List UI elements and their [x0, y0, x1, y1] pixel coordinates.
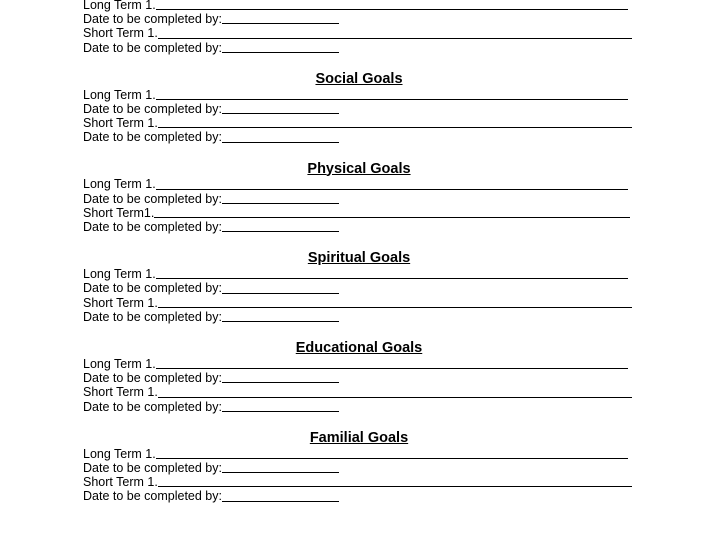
section-heading: Spiritual Goals — [307, 250, 411, 267]
date-label: Date to be completed by: — [83, 489, 222, 504]
short-term-blank[interactable] — [158, 116, 632, 128]
short-term-blank[interactable] — [158, 475, 632, 487]
long-term-row — [83, 88, 643, 102]
section-heading: Educational Goals — [295, 340, 423, 356]
date-row — [83, 41, 643, 55]
goal-section-physical — [83, 160, 643, 235]
date-row — [83, 192, 643, 206]
date-blank[interactable] — [222, 282, 339, 294]
long-term-row — [83, 447, 643, 461]
date-row — [83, 220, 643, 234]
date-row — [83, 461, 643, 475]
date-blank[interactable] — [222, 490, 339, 502]
date-label: Date to be completed by: — [83, 399, 222, 414]
goal-section-familial — [83, 429, 643, 504]
date-row — [83, 12, 643, 26]
short-term-label: Short Term 1. — [83, 475, 158, 490]
long-term-label: Long Term 1. — [83, 0, 156, 12]
date-label: Date to be completed by: — [83, 371, 222, 386]
date-blank[interactable] — [222, 41, 339, 53]
goal-section-partial — [83, 0, 643, 55]
short-term-label: Short Term 1. — [83, 385, 158, 400]
date-row — [83, 281, 643, 295]
date-row — [83, 102, 643, 116]
date-row — [83, 400, 643, 414]
goals-worksheet — [83, 0, 643, 504]
date-row — [83, 489, 643, 503]
long-term-row — [83, 0, 643, 12]
long-term-blank[interactable] — [156, 357, 628, 369]
date-label: Date to be completed by: — [83, 12, 222, 27]
date-blank[interactable] — [222, 102, 339, 114]
date-row — [83, 371, 643, 385]
long-term-row — [83, 357, 643, 371]
date-label: Date to be completed by: — [83, 309, 222, 324]
long-term-label: Long Term 1. — [83, 87, 156, 102]
short-term-label: Short Term1. — [83, 205, 155, 220]
short-term-label: Short Term 1. — [83, 295, 158, 310]
long-term-row — [83, 267, 643, 281]
date-label: Date to be completed by: — [83, 101, 222, 116]
date-label: Date to be completed by: — [83, 40, 222, 55]
short-term-row — [83, 296, 643, 310]
date-blank[interactable] — [222, 400, 339, 412]
short-term-blank[interactable] — [154, 206, 630, 218]
goal-section-educational — [83, 339, 643, 414]
short-term-row — [83, 475, 643, 489]
long-term-label: Long Term 1. — [83, 356, 156, 371]
short-term-row — [83, 385, 643, 399]
short-term-row — [83, 116, 643, 130]
date-blank[interactable] — [222, 12, 339, 24]
short-term-label: Short Term 1. — [83, 26, 158, 41]
long-term-label: Long Term 1. — [83, 177, 156, 192]
long-term-row — [83, 178, 643, 192]
date-label: Date to be completed by: — [83, 281, 222, 296]
date-row — [83, 310, 643, 324]
short-term-row — [83, 26, 643, 40]
date-label: Date to be completed by: — [83, 191, 222, 206]
short-term-blank[interactable] — [158, 386, 632, 398]
long-term-blank[interactable] — [156, 0, 628, 10]
section-heading: Physical Goals — [307, 160, 411, 177]
long-term-blank[interactable] — [156, 267, 628, 279]
short-term-blank[interactable] — [158, 27, 632, 39]
date-blank[interactable] — [222, 461, 339, 473]
long-term-blank[interactable] — [156, 447, 628, 459]
section-heading: Familial Goals — [309, 429, 409, 446]
short-term-blank[interactable] — [158, 296, 632, 308]
long-term-label: Long Term 1. — [83, 446, 156, 461]
date-label: Date to be completed by: — [83, 460, 222, 475]
date-blank[interactable] — [222, 220, 339, 232]
date-blank[interactable] — [222, 371, 339, 383]
date-row — [83, 130, 643, 144]
goal-section-social — [83, 70, 643, 145]
section-heading: Social Goals — [315, 70, 403, 87]
short-term-label: Short Term 1. — [83, 116, 158, 131]
long-term-label: Long Term 1. — [83, 267, 156, 282]
date-label: Date to be completed by: — [83, 220, 222, 235]
date-label: Date to be completed by: — [83, 130, 222, 145]
goal-section-spiritual — [83, 249, 643, 324]
long-term-blank[interactable] — [156, 178, 628, 190]
date-blank[interactable] — [222, 131, 339, 143]
short-term-row — [83, 206, 643, 220]
date-blank[interactable] — [222, 310, 339, 322]
date-blank[interactable] — [222, 192, 339, 204]
long-term-blank[interactable] — [156, 88, 628, 100]
